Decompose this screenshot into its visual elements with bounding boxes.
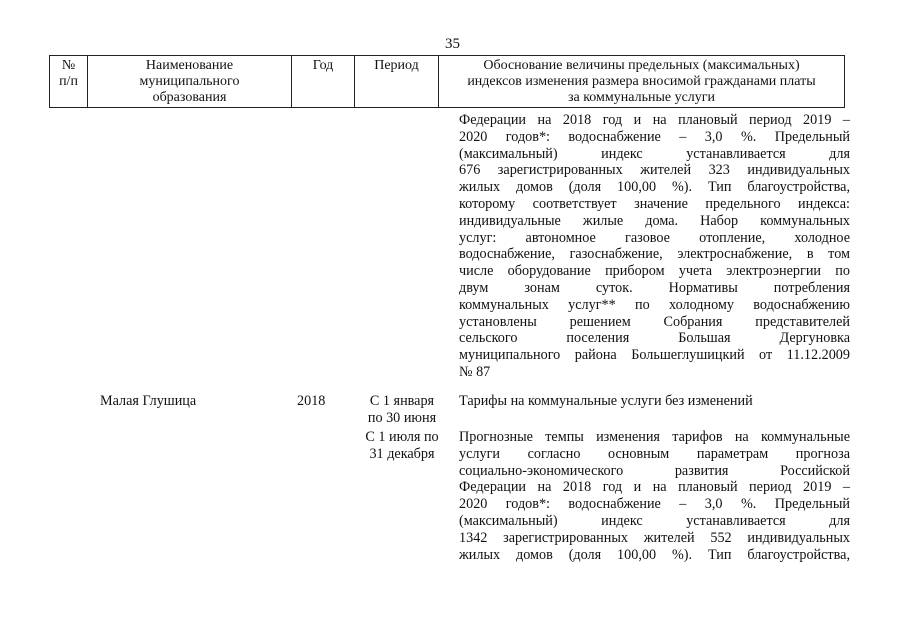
text-line: Федерации на 2018 год и на плановый период 2019 – xyxy=(459,479,850,496)
period-second-half xyxy=(358,429,446,463)
header-col-period xyxy=(355,56,439,108)
header-text: индексов изменения размера вносимой гражданами платы xyxy=(467,74,816,89)
text-line: установлены решением Собрания представителей xyxy=(459,313,850,330)
header-col-year xyxy=(292,56,355,108)
basis-forecast xyxy=(459,429,850,563)
municipality-name: Малая Глушица xyxy=(100,393,197,409)
text-line: Прогнозные темпы изменения тарифов на коммунальные xyxy=(459,429,850,445)
text-line: Федерации на 2018 год и на плановый период 2019 – xyxy=(459,112,850,128)
basis-no-change: Тарифы на коммунальные услуги без изменений xyxy=(459,393,753,409)
text-line: (максимальный) индекс устанавливается для xyxy=(459,145,850,162)
page-number: 35 xyxy=(445,36,460,52)
table-header xyxy=(49,55,845,108)
text-line: социально-экономического развития Российской xyxy=(459,462,850,479)
text-line: 2020 годов*: водоснабжение – 3,0 %. Предельный xyxy=(459,128,850,145)
header-text: Период xyxy=(374,58,419,73)
text-line: (максимальный) индекс устанавливается для xyxy=(459,512,850,529)
text-line: индивидуальные жилые дома. Набор коммунальных xyxy=(459,212,850,229)
header-col-basis xyxy=(439,56,845,108)
text-line: коммунальных услуг** по холодному водоснабжению xyxy=(459,296,850,313)
period-line: 31 декабря xyxy=(369,446,435,462)
text-line: двум зонам суток. Нормативы потребления xyxy=(459,279,850,296)
period-line: С 1 июля по xyxy=(365,429,439,445)
year-value: 2018 xyxy=(297,393,326,409)
header-text: за коммунальные услуги xyxy=(567,90,716,105)
period-line: С 1 января xyxy=(369,393,435,409)
text-line: 2020 годов*: водоснабжение – 3,0 %. Предельный xyxy=(459,496,850,513)
text-line: № 87 xyxy=(459,363,491,380)
text-line: сельского поселения Большая Дергуновка xyxy=(459,330,850,347)
header-text: п/п xyxy=(59,74,78,89)
period-first-half xyxy=(358,393,446,427)
basis-continuation xyxy=(459,112,850,381)
header-text: образования xyxy=(152,90,227,105)
text-line: 1342 зарегистрированных жителей 552 индивидуальных xyxy=(459,529,850,546)
text-line: жилых домов (доля 100,00 %). Тип благоустройства, xyxy=(459,546,850,563)
header-text: № xyxy=(61,58,76,73)
text-line: услуги согласно основным параметрам прогноза xyxy=(459,445,850,462)
header-col-name xyxy=(88,56,292,108)
text-line: муниципального района Большеглушицкий от 11.12.2009 xyxy=(459,347,850,364)
header-text: Наименование xyxy=(145,58,234,73)
header-col-number xyxy=(50,56,88,108)
text-line: которому соответствует значение предельного индекса: xyxy=(459,195,850,212)
header-text: Обоснование величины предельных (максимальных) xyxy=(483,58,800,73)
text-line: водоснабжение, газоснабжение, электроснабжение, в том xyxy=(459,246,850,263)
header-text: муниципального xyxy=(139,74,240,89)
text-line: числе оборудование прибором учета электроэнергии по xyxy=(459,263,850,280)
period-line: по 30 июня xyxy=(367,410,437,426)
text-line: жилых домов (доля 100,00 %). Тип благоустройства, xyxy=(459,179,850,196)
text-line: 676 зарегистрированных жителей 323 индивидуальных xyxy=(459,162,850,179)
header-text: Год xyxy=(312,58,334,73)
text-line: услуг: автономное газовое отопление, холодное xyxy=(459,229,850,246)
